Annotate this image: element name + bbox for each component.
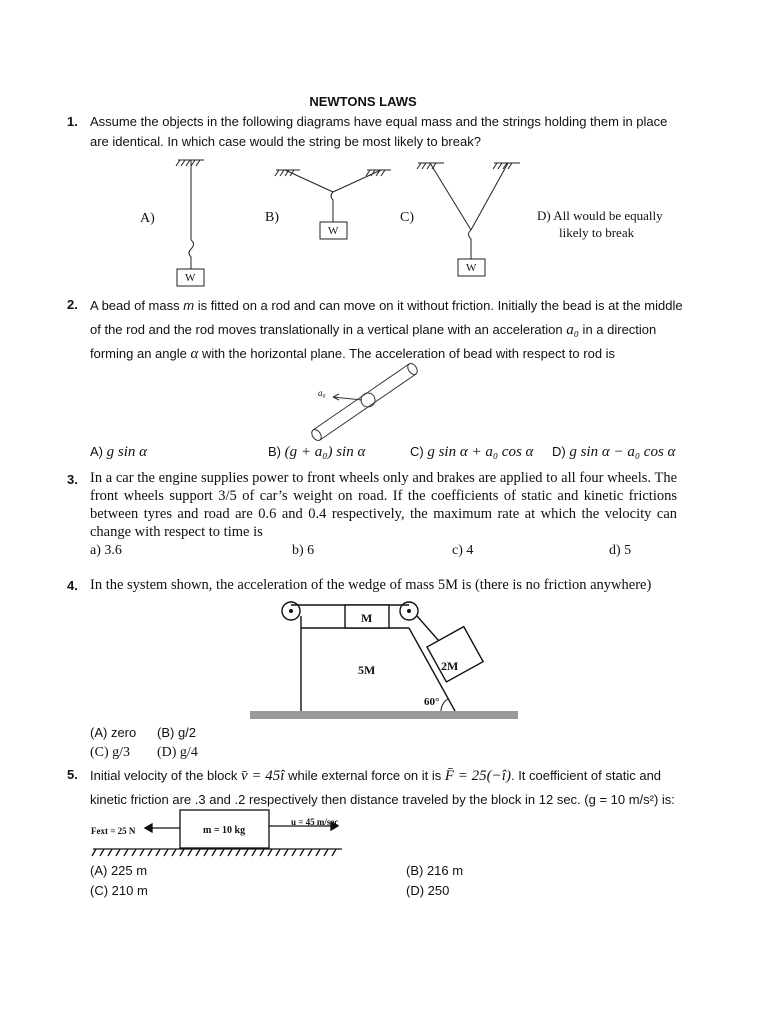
option-d: (D) g/4 [157, 745, 198, 760]
q1-option-d-line2: likely to break [559, 225, 635, 240]
q2-diagram [0, 355, 768, 445]
option-a: a) 3.6 [90, 543, 122, 558]
angle-label: 60° [424, 696, 440, 708]
option-d: (D) 250 [406, 883, 450, 898]
option-c: C) g sin α + a₀ cos α [410, 444, 534, 460]
question-text: In a car the engine supplies power to front wheels only and brakes are applied to all four wheels. The front wheels support 3/5 of car’s weight on road. If the coefficients of static and kinetic frictions between tyres and road are 0.6 and 0.4 respectively, the maximum rate at which the velocity can change with respect to time is [90, 470, 677, 540]
weight-label: W [466, 262, 477, 274]
question-text: A bead of mass m is fitted on a rod and can move on it without friction. Initially the bead is at the middle of the rod and the rod moves translationally in a vertical plane with an acceleration a₀ in a direction forming an angle α with the horizontal plane. The acceleration of bead with respect to rod is [90, 298, 683, 362]
option-a: (A) zero [90, 725, 137, 740]
option-a: A) g sin α [90, 444, 148, 460]
question-text: In the system shown, the acceleration of the wedge of mass 5M is (there is no friction anywhere) [90, 577, 652, 593]
block-m-label: M [361, 611, 373, 625]
option-c: c) 4 [452, 543, 474, 558]
q1-option-d-line1: D) All would be equally [537, 208, 663, 223]
weight-label: W [185, 272, 196, 284]
page-title: NEWTONS LAWS [309, 94, 417, 109]
q1-label-a: A) [140, 211, 155, 226]
option-b: B) (g + a₀) sin α [268, 444, 366, 460]
wedge-label: 5M [358, 663, 376, 677]
question-text: Initial velocity of the block v̄ = 45î while external force on it is F̄ = 25(−î). It coefficient of static and kinetic friction are .3 and .2 respectively then distance traveled by the block in 12 sec. (g = 10 m/s²) is: [90, 768, 675, 807]
option-b: b) 6 [292, 543, 315, 558]
option-d: D) g sin α − a₀ cos α [552, 444, 676, 460]
option-c: (C) g/3 [90, 745, 131, 760]
weight-label: W [328, 225, 339, 237]
acceleration-label: a₀ [318, 388, 326, 398]
option-d: d) 5 [609, 543, 632, 558]
q1-label-b: B) [265, 210, 279, 225]
question-number: 3. [67, 472, 78, 487]
option-c: (C) 210 m [90, 883, 148, 898]
option-a: (A) 225 m [90, 863, 148, 878]
option-b: (B) g/2 [157, 725, 197, 740]
question-number: 2. [67, 297, 78, 312]
q4-diagram [0, 590, 768, 720]
block-2m-label: 2M [441, 659, 459, 673]
question-number: 4. [67, 578, 78, 593]
question-number: 5. [67, 767, 78, 782]
force-label: Fext = 25 N [91, 826, 136, 836]
velocity-label: u = 45 m/sec [291, 817, 339, 827]
question-number: 1. [67, 114, 78, 129]
q1-label-c: C) [400, 210, 414, 225]
option-b: (B) 216 m [406, 863, 464, 878]
q1-diagram [0, 150, 768, 300]
question-text: Assume the objects in the following diagrams have equal mass and the strings holding them in place are identical. In which case would the string be most likely to break? [90, 114, 668, 149]
mass-label: m = 10 kg [203, 825, 246, 836]
